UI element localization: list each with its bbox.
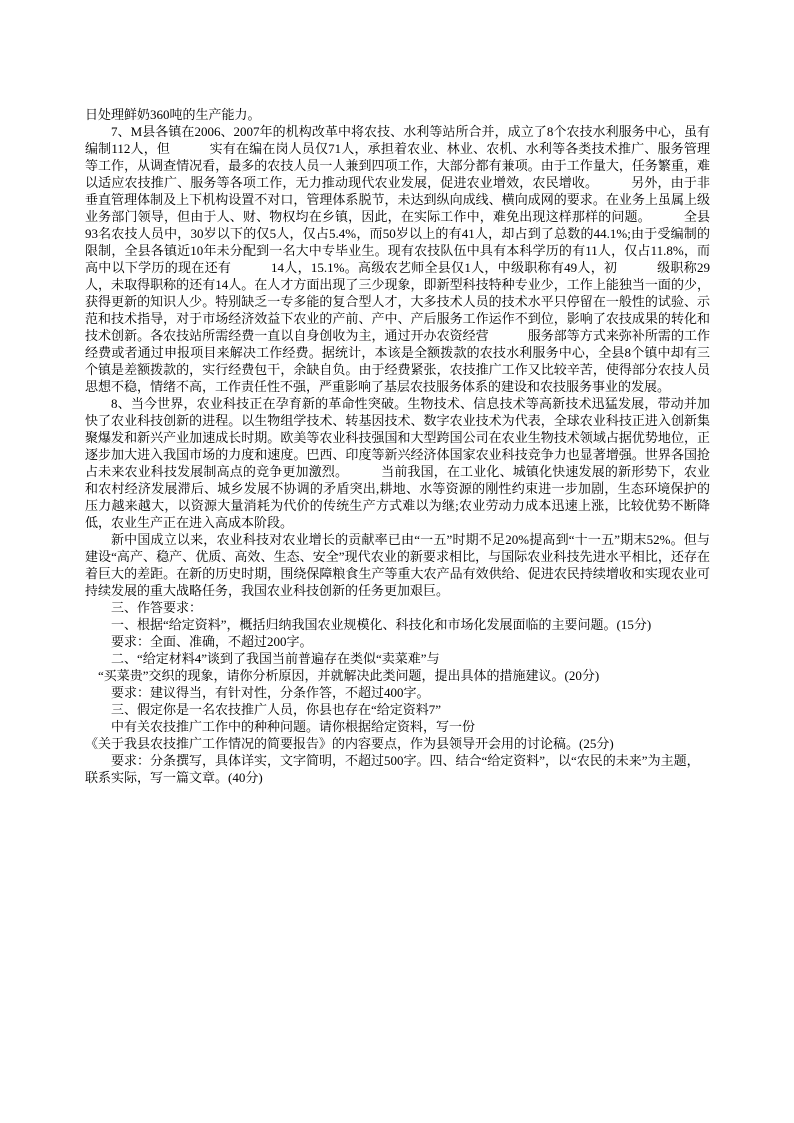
question-3-line-2: 中有关农技推广工作中的种种问题。请你根据给定资料，写一份 [111, 719, 476, 734]
question-2-line-2: “买菜贵”交织的现象，请你分析原因，并就解决此类问题，提出具体的措施建议。(20分) [98, 668, 600, 683]
answer-requirements-heading: 三、作答要求： [111, 600, 203, 615]
question-1: 一、根据“给定资料”，概括归纳我国农业规模化、科技化和市场化发展面临的主要问题。(15分) [111, 617, 652, 632]
continuation-line: 日处理鲜奶360吨的生产能力。 [85, 107, 261, 122]
material-8-paragraph: 8、当今世界，农业科技正在孕育新的革命性突破。生物技术、信息技术等高新技术迅猛发展，带动并加快了农业科技创新的进程。以生物组学技术、转基因技术、数字农业技术为代表，全球农业科技正进入创新集聚爆发和新兴产业加速成长时期。欧美等农业科技强国和大型跨国公司在农业生物技术领域占据优势地位，正逐步加大进入我国市场的力度和速度。巴西、印度等新兴经济体国家农业科技竞争力也显著增强。世界各国抢占未来农业科技发展制高点的竞争更加激烈。 当前我国，在工业化、城镇化快速发展的新形势下，农业和农村经济发展滞后、城乡发展不协调的矛盾突出,耕地、水等资源的刚性约束进一步加剧，生态环境保护的压力越来越大，以资源大量消耗为代价的传统生产方式难以为继;农业劳动力成本迅速上涨，比较优势不断降低，农业生产正在进入高成本阶段。 [85, 396, 710, 530]
question-1-requirement: 要求：全面、准确，不超过200字。 [111, 634, 313, 649]
question-3-line-1: 三、假定你是一名农技推广人员，你县也存在“给定资料7” [111, 702, 442, 717]
question-2-requirement: 要求：建议得当，有针对性，分条作答，不超过400字。 [111, 685, 430, 700]
question-3-requirement-and-question-4: 要求：分条撰写，具体详实，文字简明，不超过500字。四、结合“给定资料”，以“农民的未来”为主题，联系实际，写一篇文章。(40分) [85, 753, 700, 785]
contribution-rate-paragraph: 新中国成立以来，农业科技对农业增长的贡献率已由“一五”时期不足20%提高到“十一五”期末52%。但与建设“高产、稳产、优质、高效、生态、安全”现代农业的新要求相比，与国际农业科技先进水平相比，还存在着巨大的差距。在新的历史时期，围绕保障粮食生产等重大农产品有效供给、促进农民持续增收和实现农业可持续发展的重大战略任务，我国农业科技创新的任务更加艰巨。 [85, 532, 710, 598]
question-2-line-1: 二、“给定材料4”谈到了我国当前普遍存在类似“卖菜难”与 [111, 651, 440, 666]
material-7-paragraph: 7、M县各镇在2006、2007年的机构改革中将农技、水利等站所合并，成立了8个农技水利服务中心，虽有编制112人，但 实有在编在岗人员仅71人，承担着农业、林业、农机、水利等各类技术推广、服务管理等工作，从调查情况看，最多的农技人员一人兼到四项工作，大部分都有兼项。由于工作量大，任务繁重，难以适应农技推广、服务等各项工作，无力推动现代农业发展，促进农业增效，农民增收。 另外，由于非垂直管理体制及上下机构设置不对口，管理体系脱节，未达到纵向成线、横向成网的要求。在业务上虽属上级业务部门领导，但由于人、财、物权均在乡镇，因此，在实际工作中，难免出现这样那样的问题。 全县93名农技人员中，30岁以下的仅5人，仅占5.4%，而50岁以上的有41人，却占到了总数的44.1%;由于受编制的限制，全县各镇近10年未分配到一名大中专毕业生。现有农技队伍中具有本科学历的有11人，仅占11.8%，而高中以下学历的现在还有 14人，15.1%。高级农艺师全县仅1人，中级职称有49人，初 级职称29人，未取得职称的还有14人。在人才方面出现了三少现象，即新型科技特种专业少，工作上能独当一面的少，获得更新的知识人少。特别缺乏一专多能的复合型人才，大多技术人员的技术水平只停留在一般性的试验、示范和技术指导，对于市场经济效益下农业的产前、产中、产后服务工作运作不到位，影响了农技成果的转化和技术创新。各农技站所需经费一直以自身创收为主，通过开办农资经营 服务部等方式来弥补所需的工作经费或者通过申报项目来解决工作经费。据统计，本该是全额拨款的农技水利服务中心，全县8个镇中却有三个镇是差额拨款的，实行经费包干，余缺自负。由于经费紧张，农技推广工作又比较辛苦，使得部分农技人员思想不稳，情绪不高，工作责任性不强，严重影响了基层农技服务体系的建设和农技服务事业的发展。 [85, 124, 710, 394]
question-3-line-3: 《关于我县农技推广工作情况的简要报告》的内容要点，作为县领导开会用的讨论稿。(25分) [85, 736, 614, 751]
